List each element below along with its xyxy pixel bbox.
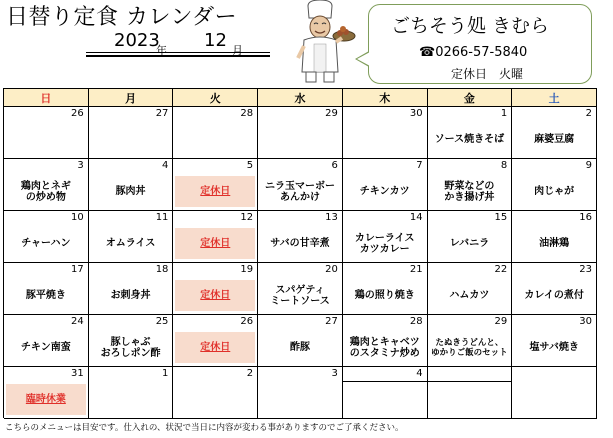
calendar-day-cell — [512, 315, 597, 367]
day-number: 10 — [70, 212, 84, 223]
weekday-header: 土 — [512, 89, 597, 107]
daily-menu — [343, 383, 427, 416]
daily-menu: 豚肉丼 — [115, 186, 146, 197]
weekday-header: 月 — [89, 89, 174, 107]
calendar-day-cell — [512, 263, 597, 315]
day-number: 19 — [240, 264, 254, 275]
calendar-day-cell — [343, 159, 428, 211]
shop-closed-day: 定休日 火曜 — [451, 67, 524, 81]
daily-menu — [258, 123, 342, 156]
calendar-day-cell — [343, 263, 428, 315]
day-number: 7 — [416, 160, 423, 171]
calendar-day-cell — [173, 263, 258, 315]
day-number: 3 — [331, 368, 338, 379]
calendar-day-cell — [4, 107, 89, 159]
calendar-day-cell — [512, 159, 597, 211]
day-number: 13 — [325, 212, 338, 223]
calendar-day-cell — [343, 107, 428, 159]
day-number: 29 — [494, 316, 508, 327]
underline-double — [86, 55, 270, 57]
calendar-day-cell — [512, 107, 597, 159]
calendar-day-cell — [4, 159, 89, 211]
daily-menu: 肉じゃが — [534, 186, 575, 197]
daily-menu: カレーライス カツカレー — [354, 232, 415, 255]
daily-menu: 豚しゃぶ おろしポン酢 — [100, 336, 161, 359]
day-number: 28 — [409, 316, 423, 327]
closed-label: 臨時休業 — [25, 394, 66, 405]
daily-menu: ニラ玉マーボー あんかけ — [264, 180, 335, 203]
closed-label: 定休日 — [200, 238, 231, 249]
daily-menu: 麻婆豆腐 — [534, 134, 575, 145]
shop-phone: ☎0266-57-5840 — [419, 45, 528, 60]
closed-label: 定休日 — [200, 342, 231, 353]
day-number: 15 — [494, 212, 508, 223]
day-number: 28 — [240, 108, 254, 119]
day-number: 22 — [494, 264, 508, 275]
weekday-header: 金 — [428, 89, 513, 107]
calendar-day-cell — [89, 159, 174, 211]
calendar-day-cell — [258, 159, 343, 211]
daily-menu: ハムカツ — [449, 290, 490, 301]
daily-menu — [89, 123, 173, 156]
day-number: 8 — [500, 160, 508, 171]
calendar-day-cell — [173, 107, 258, 159]
underline — [86, 52, 270, 53]
day-number: 26 — [70, 108, 84, 119]
day-number: 21 — [409, 264, 423, 275]
cell-divider — [343, 381, 427, 382]
daily-menu: カレイの煮付 — [524, 290, 584, 301]
day-number: 25 — [155, 316, 169, 327]
day-number: 9 — [585, 160, 592, 171]
calendar-day-cell — [343, 367, 428, 419]
calendar-day-cell — [343, 315, 428, 367]
day-number: 29 — [325, 108, 338, 119]
calendar-day-cell — [258, 367, 343, 419]
calendar-day-cell — [428, 107, 513, 159]
day-number: 27 — [325, 316, 338, 327]
calendar-day-cell — [512, 211, 597, 263]
daily-menu — [343, 123, 427, 156]
day-number: 1 — [500, 108, 508, 119]
day-number: 30 — [579, 316, 592, 327]
day-number: 14 — [409, 212, 423, 223]
day-number: 11 — [155, 212, 169, 223]
calendar-day-cell — [428, 263, 513, 315]
daily-menu — [173, 123, 257, 156]
daily-menu: チキン南蛮 — [20, 342, 71, 353]
daily-menu: お刺身丼 — [110, 290, 151, 301]
year-month — [86, 30, 270, 56]
daily-menu: 豚平焼き — [25, 290, 66, 301]
daily-menu: チキンカツ — [359, 186, 410, 197]
daily-menu — [173, 383, 257, 416]
calendar-day-cell — [258, 107, 343, 159]
closed-label: 定休日 — [200, 186, 231, 197]
day-number: 2 — [246, 368, 254, 379]
day-number: 16 — [579, 212, 592, 223]
daily-menu: サバの甘辛煮 — [270, 238, 330, 249]
calendar-day-cell — [173, 211, 258, 263]
calendar-day-cell — [428, 367, 513, 419]
daily-menu: たぬきうどんと、 ゆかりご飯のセット — [431, 337, 508, 358]
daily-menu: チャーハン — [21, 238, 71, 249]
day-number: 4 — [162, 160, 169, 171]
calendar-day-cell — [428, 159, 513, 211]
daily-menu: 鶏肉とキャベツ のスタミナ炒め — [349, 336, 420, 359]
calendar-day-cell — [4, 211, 89, 263]
calendar-day-cell — [173, 367, 258, 419]
calendar-grid — [3, 88, 597, 418]
day-number: 30 — [409, 108, 423, 119]
calendar-day-cell — [428, 315, 513, 367]
day-number: 18 — [155, 264, 169, 275]
weekday-header: 日 — [4, 89, 89, 107]
calendar-day-cell — [89, 315, 174, 367]
daily-menu: オムライス — [105, 238, 156, 249]
year-value: 2023 — [114, 30, 160, 51]
day-number: 27 — [155, 108, 169, 119]
calendar-day-cell — [89, 211, 174, 263]
day-number: 5 — [246, 160, 254, 171]
daily-menu: ソース焼きそば — [434, 134, 505, 145]
chef-illustration — [284, 0, 356, 84]
day-number: 24 — [70, 316, 84, 327]
daily-menu — [258, 383, 342, 416]
daily-menu — [89, 383, 173, 416]
daily-menu: 鶏の照り焼き — [354, 290, 415, 301]
cell-divider — [428, 381, 512, 382]
month-unit: 月 — [232, 44, 243, 57]
daily-menu — [512, 383, 596, 416]
day-number: 17 — [70, 264, 84, 275]
daily-menu: スパゲティ ミートソース — [270, 284, 330, 307]
year-unit: 年 — [156, 44, 167, 57]
calendar-day-cell — [428, 211, 513, 263]
daily-menu — [428, 383, 512, 416]
footer-note: こちらのメニューは目安です。仕入れの、状況で当日に内容が変わる事がありますのでご了承ください。 — [5, 423, 404, 433]
calendar-day-cell — [173, 159, 258, 211]
calendar-day-cell — [258, 211, 343, 263]
daily-menu: 野菜などの かき揚げ丼 — [444, 180, 495, 203]
weekday-header: 木 — [343, 89, 428, 107]
shop-name: ごちそう処 きむら — [391, 15, 550, 37]
daily-menu — [4, 123, 88, 156]
day-number: 1 — [162, 368, 169, 379]
day-number: 3 — [77, 160, 84, 171]
calendar-day-cell — [173, 315, 258, 367]
weekday-header: 水 — [258, 89, 343, 107]
calendar-day-cell — [89, 107, 174, 159]
calendar-day-cell — [258, 263, 343, 315]
daily-menu: 鶏肉とネギ の炒め物 — [20, 180, 71, 203]
day-number: 2 — [585, 108, 592, 119]
day-number: 6 — [331, 160, 338, 171]
daily-menu: 酢豚 — [289, 342, 310, 353]
day-number: 23 — [579, 264, 592, 275]
page-title: 日替り定食 カレンダー — [6, 5, 238, 30]
calendar-day-cell — [4, 315, 89, 367]
daily-menu: レバニラ — [449, 238, 490, 249]
calendar-day-cell — [343, 211, 428, 263]
daily-menu: 油淋鶏 — [539, 238, 570, 249]
calendar-day-cell — [4, 367, 89, 419]
calendar-day-cell — [4, 263, 89, 315]
weekday-header: 火 — [173, 89, 258, 107]
calendar-day-cell — [89, 263, 174, 315]
day-number: 12 — [240, 212, 254, 223]
calendar-day-cell — [512, 367, 597, 419]
calendar-day-cell — [258, 315, 343, 367]
day-number: 4 — [416, 368, 423, 379]
shop-info-bubble — [368, 4, 592, 84]
closed-label: 定休日 — [200, 290, 231, 301]
calendar-day-cell — [89, 367, 174, 419]
day-number: 20 — [325, 264, 338, 275]
month-value: 12 — [204, 30, 227, 51]
day-number: 31 — [70, 368, 84, 379]
daily-menu: 塩サバ焼き — [529, 342, 579, 353]
day-number: 26 — [240, 316, 254, 327]
